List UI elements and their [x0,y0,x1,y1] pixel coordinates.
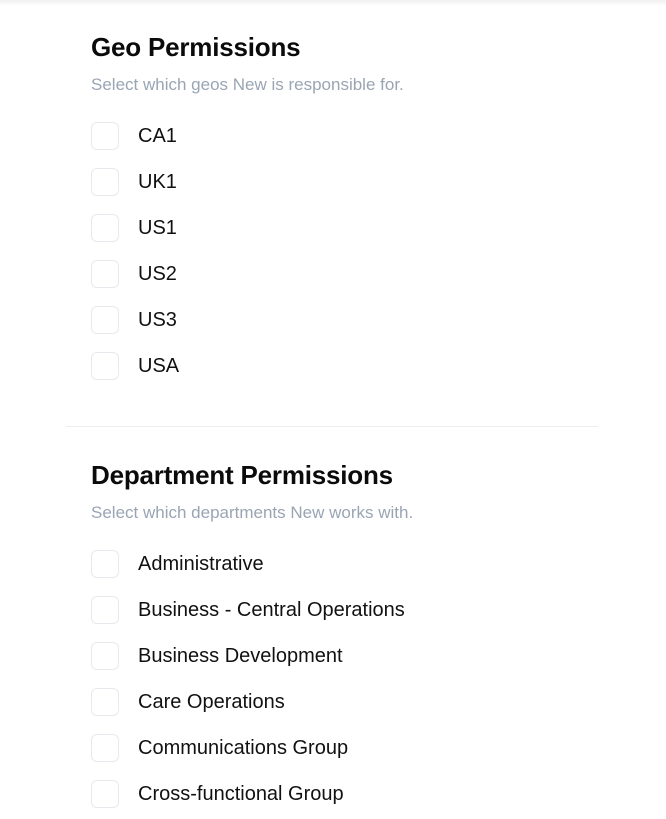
geo-checkbox[interactable] [91,352,119,380]
department-options-list [91,541,611,817]
geo-option-label: CA1 [138,125,177,147]
department-option-cross-functional-group[interactable] [91,771,611,817]
department-option-label: Business Development [138,645,343,667]
geo-option-label: US2 [138,263,177,285]
section-divider [66,426,598,427]
department-checkbox[interactable] [91,642,119,670]
geo-permissions-description: Select which geos New is responsible for. [91,75,404,94]
geo-option-label: USA [138,355,180,377]
geo-option-us2[interactable] [91,251,611,297]
geo-options-list [91,113,611,389]
department-option-care-operations[interactable] [91,679,611,725]
department-permissions-title: Department Permissions [91,460,393,490]
geo-checkbox[interactable] [91,306,119,334]
geo-option-us1[interactable] [91,205,611,251]
department-option-label: Business - Central Operations [138,599,405,621]
geo-checkbox[interactable] [91,214,119,242]
department-option-business-central-operations[interactable] [91,587,611,633]
department-checkbox[interactable] [91,734,119,762]
geo-option-uk1[interactable] [91,159,611,205]
top-edge-shadow [0,0,666,6]
department-checkbox[interactable] [91,688,119,716]
geo-option-label: UK1 [138,171,177,193]
department-option-label: Administrative [138,553,264,575]
geo-checkbox[interactable] [91,260,119,288]
geo-option-usa[interactable] [91,343,611,389]
department-option-communications-group[interactable] [91,725,611,771]
geo-permissions-title: Geo Permissions [91,32,301,62]
geo-checkbox[interactable] [91,122,119,150]
geo-option-label: US1 [138,217,177,239]
department-checkbox[interactable] [91,550,119,578]
department-checkbox[interactable] [91,780,119,808]
department-option-label: Cross-functional Group [138,783,344,805]
geo-option-us3[interactable] [91,297,611,343]
geo-option-ca1[interactable] [91,113,611,159]
geo-permissions-section [91,32,611,389]
department-option-business-development[interactable] [91,633,611,679]
department-option-label: Communications Group [138,737,349,759]
department-permissions-description: Select which departments New works with. [91,503,414,522]
department-checkbox[interactable] [91,596,119,624]
geo-option-label: US3 [138,309,177,331]
department-option-label: Care Operations [138,691,285,713]
department-permissions-section [91,460,611,817]
department-option-administrative[interactable] [91,541,611,587]
geo-checkbox[interactable] [91,168,119,196]
